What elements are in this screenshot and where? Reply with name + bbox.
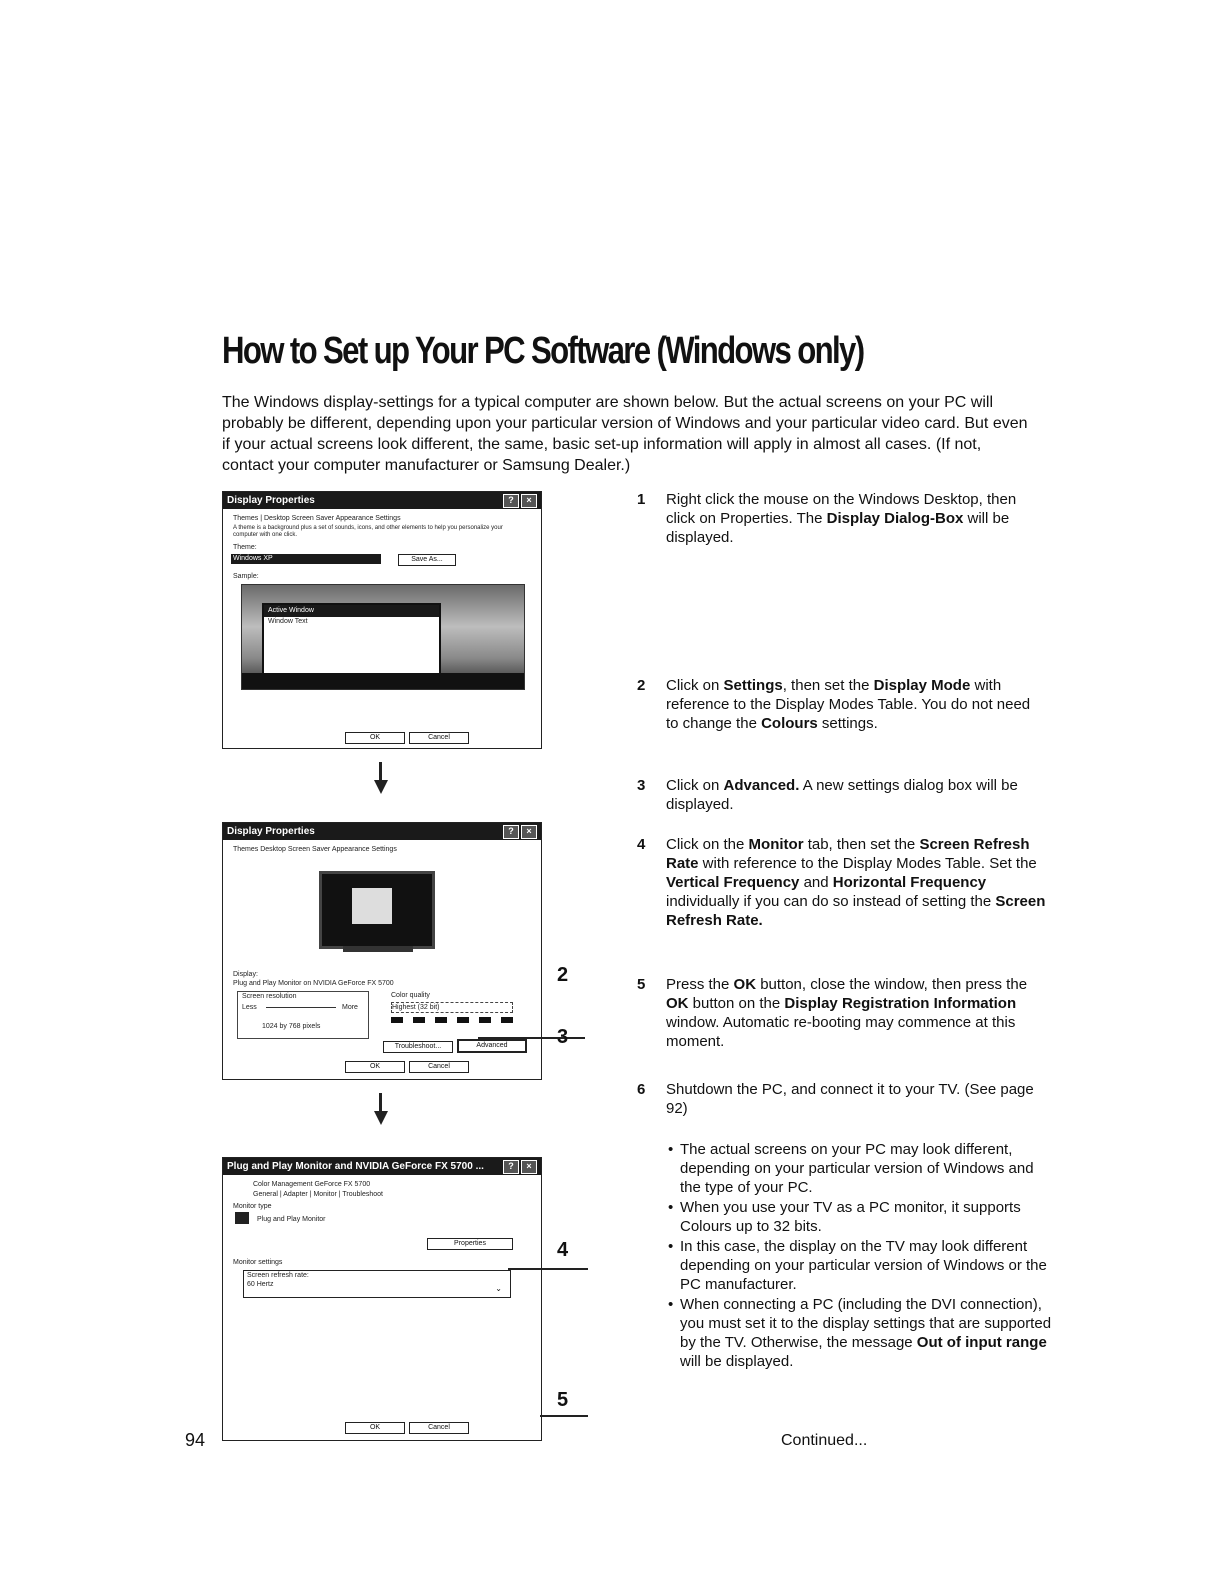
theme-label: Theme: bbox=[233, 544, 257, 551]
down-arrow-icon bbox=[379, 1093, 382, 1113]
color-quality-group bbox=[391, 991, 521, 1037]
step-number: 5 bbox=[637, 976, 646, 993]
ok-button[interactable]: OK bbox=[345, 1422, 405, 1434]
window-title: Display Properties bbox=[227, 826, 315, 837]
notes-list bbox=[668, 1140, 1053, 1372]
properties-button[interactable]: Properties bbox=[427, 1238, 513, 1250]
monitor-settings-label: Monitor settings bbox=[233, 1259, 283, 1266]
help-icon[interactable]: ? bbox=[503, 825, 519, 839]
display-settings-screenshot bbox=[222, 822, 542, 1080]
advanced-button[interactable]: Advanced bbox=[457, 1039, 527, 1053]
step-text: Press the OK button, close the window, then press the OK button on the Display Registration Information window. Automatic re-booting may commence at this moment. bbox=[666, 976, 1028, 1050]
theme-select[interactable]: Windows XP bbox=[231, 554, 381, 564]
help-icon[interactable]: ? bbox=[503, 1160, 519, 1174]
chevron-down-icon[interactable]: ⌄ bbox=[495, 1284, 502, 1293]
title-bar bbox=[223, 1158, 541, 1175]
active-window-preview bbox=[262, 603, 441, 679]
active-window-title: Active Window bbox=[264, 605, 439, 617]
step-number: 4 bbox=[637, 836, 646, 853]
monitor-properties-screenshot bbox=[222, 1157, 542, 1441]
color-bar bbox=[391, 1017, 521, 1023]
tabs[interactable]: Themes Desktop Screen Saver Appearance Settings bbox=[233, 846, 397, 853]
step-text: Click on Settings, then set the Display Mode with reference to the Display Modes Table. You do not need to change the Colours settings. bbox=[666, 677, 1031, 732]
tabs[interactable]: Themes | Desktop Screen Saver Appearance Settings bbox=[233, 515, 401, 522]
close-icon[interactable]: × bbox=[521, 825, 537, 839]
refresh-rate-label: Screen refresh rate: bbox=[247, 1272, 309, 1279]
callout-line bbox=[508, 1268, 588, 1270]
down-arrow-icon bbox=[379, 762, 382, 782]
step-text: Shutdown the PC, and connect it to your TV. (See page 92) bbox=[666, 1081, 1034, 1117]
more-label: More bbox=[342, 1004, 358, 1011]
color-quality-select[interactable]: Highest (32 bit) bbox=[391, 1002, 513, 1013]
page-title: How to Set up Your PC Software (Windows only) bbox=[222, 330, 864, 372]
cancel-button[interactable]: Cancel bbox=[409, 1061, 469, 1073]
step-number: 2 bbox=[637, 677, 646, 694]
step-text: Click on the Monitor tab, then set the Screen Refresh Rate with reference to the Display Modes Table. Set the Vertical Frequency and Horizontal Frequency individually if you can do so instead of setting the Screen Refresh Rate. bbox=[666, 836, 1046, 929]
refresh-rate-select[interactable]: 60 Hertz bbox=[247, 1281, 274, 1288]
tabs-row-1[interactable]: Color Management GeForce FX 5700 bbox=[253, 1181, 371, 1188]
callout-3: 3 bbox=[557, 1026, 569, 1048]
troubleshoot-button[interactable]: Troubleshoot... bbox=[383, 1041, 453, 1053]
display-label: Display: bbox=[233, 971, 258, 978]
display-value: Plug and Play Monitor on NVIDIA GeForce FX 5700 bbox=[233, 980, 394, 987]
step-number: 6 bbox=[637, 1081, 646, 1098]
down-arrowhead-icon bbox=[374, 780, 388, 794]
callout-line bbox=[478, 1037, 585, 1039]
monitor-name: Plug and Play Monitor bbox=[257, 1216, 326, 1223]
resolution-label: Screen resolution bbox=[242, 993, 297, 1000]
window-title: Plug and Play Monitor and NVIDIA GeForce FX 5700 ... bbox=[227, 1161, 484, 1172]
cancel-button[interactable]: Cancel bbox=[409, 1422, 469, 1434]
callout-5: 5 bbox=[557, 1389, 569, 1411]
callout-4: 4 bbox=[557, 1239, 569, 1261]
intro-paragraph: The Windows display-settings for a typical computer are shown below. But the actual screens on your PC will probably be different, depending upon your particular version of Windows and your particular video card. But even if your actual screens look different, the same, basic set-up information will apply in almost all cases. (If not, contact your computer manufacturer or Samsung Dealer.) bbox=[222, 394, 1028, 474]
save-as-button[interactable]: Save As... bbox=[398, 554, 456, 566]
help-icon[interactable]: ? bbox=[503, 494, 519, 508]
ok-button[interactable]: OK bbox=[345, 732, 405, 744]
monitor-screen bbox=[352, 888, 392, 924]
display-properties-screenshot bbox=[222, 491, 542, 749]
continued-label: Continued... bbox=[781, 1432, 868, 1449]
note-item: • When connecting a PC (including the DVI connection), you must set it to the display settings that are supported by the TV. Otherwise, the message Out of input range will be displayed. bbox=[668, 1295, 1053, 1371]
callout-line bbox=[540, 1415, 588, 1417]
step-number: 3 bbox=[637, 777, 646, 794]
monitor-icon bbox=[235, 1212, 249, 1224]
tabs-row-2[interactable]: General | Adapter | Monitor | Troubleshoot bbox=[253, 1191, 383, 1198]
note-item: • When you use your TV as a PC monitor, it supports Colours up to 32 bits. bbox=[668, 1198, 1053, 1236]
less-label: Less bbox=[242, 1004, 257, 1011]
monitor-type-label: Monitor type bbox=[233, 1203, 272, 1210]
ok-button[interactable]: OK bbox=[345, 1061, 405, 1073]
step-text: Click on Advanced. A new settings dialog box will be displayed. bbox=[666, 777, 1018, 813]
note-item: • The actual screens on your PC may look different, depending on your particular version of Windows and the type of your PC. bbox=[668, 1140, 1053, 1197]
close-icon[interactable]: × bbox=[521, 1160, 537, 1174]
theme-description: A theme is a background plus a set of sounds, icons, and other elements to help you personalize your computer with one click. bbox=[233, 525, 503, 538]
color-quality-label: Color quality bbox=[391, 992, 430, 999]
resolution-group bbox=[237, 991, 369, 1039]
close-icon[interactable]: × bbox=[521, 494, 537, 508]
window-text: Window Text bbox=[268, 618, 308, 625]
resolution-value: 1024 by 768 pixels bbox=[262, 1023, 321, 1030]
title-bar bbox=[223, 492, 541, 509]
callout-2: 2 bbox=[557, 964, 569, 986]
down-arrowhead-icon bbox=[374, 1111, 388, 1125]
title-bar bbox=[223, 823, 541, 840]
step-text: Right click the mouse on the Windows Desktop, then click on Properties. The Display Dialog-Box will be displayed. bbox=[666, 491, 1017, 546]
cancel-button[interactable]: Cancel bbox=[409, 732, 469, 744]
window-title: Display Properties bbox=[227, 495, 315, 506]
sample-preview bbox=[241, 584, 525, 690]
note-item: • In this case, the display on the TV may look different depending on your particular version of Windows or the PC manufacturer. bbox=[668, 1237, 1053, 1294]
resolution-slider[interactable] bbox=[266, 1007, 336, 1008]
sample-taskbar bbox=[242, 673, 524, 689]
page-number: 94 bbox=[185, 1430, 206, 1450]
monitor-stand bbox=[343, 946, 413, 952]
sample-label: Sample: bbox=[233, 573, 259, 580]
monitor-preview-icon bbox=[319, 871, 435, 949]
refresh-rate-group bbox=[243, 1270, 511, 1298]
step-number: 1 bbox=[637, 491, 646, 508]
